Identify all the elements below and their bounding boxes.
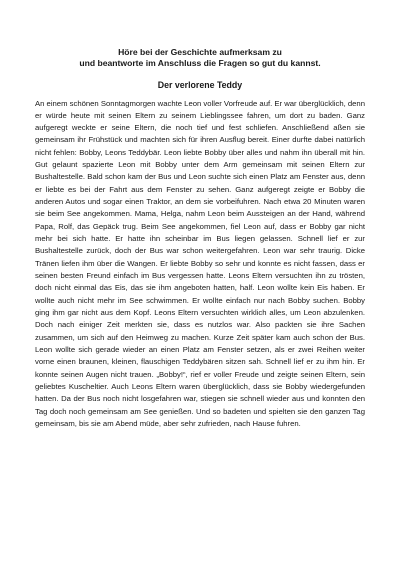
instruction-heading [40, 47, 360, 68]
story-text: An einem schönen Sonntagmorgen wachte Leon voller Vorfreude auf. Er war überglücklich, denn er würde heute mit seinen Eltern zu seinem Lieblingssee fahren, um dort zu baden. Ganz aufgeregt weckte er seine Eltern, die noch tief und fest schliefen. Anschließend aßen sie gemeinsam ihr Frühstück und machten sich für ihren Ausflug bereit. Einer durfte dabei natürlich nicht fehlen: Bobby, Leons Teddybär. Leon liebte Bobby über alles und nahm ihn überall mit hin. Gut gelaunt spazierte Leon mit Bobby unter dem Arm gemeinsam mit seinen Eltern zur Bushaltestelle. Bald schon kam der Bus und Leon suchte sich einen Platz am Fenster aus, denn er liebte es bei der Fahrt aus dem Fenster zu sehen. Ganz aufgeregt zeigte er Bobby die anderen Autos und sogar einen Traktor, an dem sie vorbeifuhren. Nach etwa 20 Minuten waren sie beim See angekommen. Mama, Helga, nahm Leon beim Aussteigen an der Hand, während Papa, Rolf, das Gepäck trug. Beim See angekommen, fiel Leon auf, dass er Bobby gar nicht mehr bei sich hatte. Er hatte ihn scheinbar im Bus liegen gelassen. Schnell lief er zur Bushaltestelle zurück, doch der Bus war schon weitergefahren. Leon war sehr traurig. Dicke Tränen liefen ihm über die Wangen. Er liebte Bobby so sehr und konnte es nicht fassen, dass er seinen besten Freund einfach im Bus vergessen hatte. Leons Eltern versuchten ihn zu trösten, doch nicht einmal das Eis, das sie ihm angeboten hatten, half. Leon wollte kein Eis haben. Er wollte auch nicht mehr im See schwimmen. Er wollte einfach nur nach Bobby suchen. Bobby ging ihm gar nicht aus dem Kopf. Leons Eltern versuchten wirklich alles, um Leon abzulenken. Doch nach einiger Zeit merkten sie, dass es nutzlos war. Also packten sie ihre Sachen zusammen, um sich auf den Heimweg zu machen. Kurze Zeit später kam auch schon der Bus. Leon wollte sich gerade wieder an einen Platz am Fenster setzen, als er zwei Reihen weiter vorne einen braunen, kleinen, flauschigen Teddybären sitzen sah. Schnell lief er zu ihm hin. Er konnte seinen Augen nicht trauen. „Bobby!“, rief er voller Freude und zeigte seinen Eltern, sein geliebtes Kuscheltier. Auch Leons Eltern waren überglücklich, dass sie Bobby wiedergefunden hatten. Da der Bus noch nicht losgefahren war, stiegen sie schnell wieder aus und konnten den Tag doch noch gemeinsam am See genießen. Und so badeten und spielten sie den ganzen Tag gemeinsam, bis sie am Abend müde, aber sehr zufrieden, nach Hause fuhren. [35, 98, 365, 429]
story-title: Der verlorene Teddy [157, 80, 243, 90]
instruction-line-2: und beantworte im Anschluss die Fragen so gut du kannst. [79, 57, 321, 68]
instruction-line-1: Höre bei der Geschichte aufmerksam zu [118, 47, 282, 57]
